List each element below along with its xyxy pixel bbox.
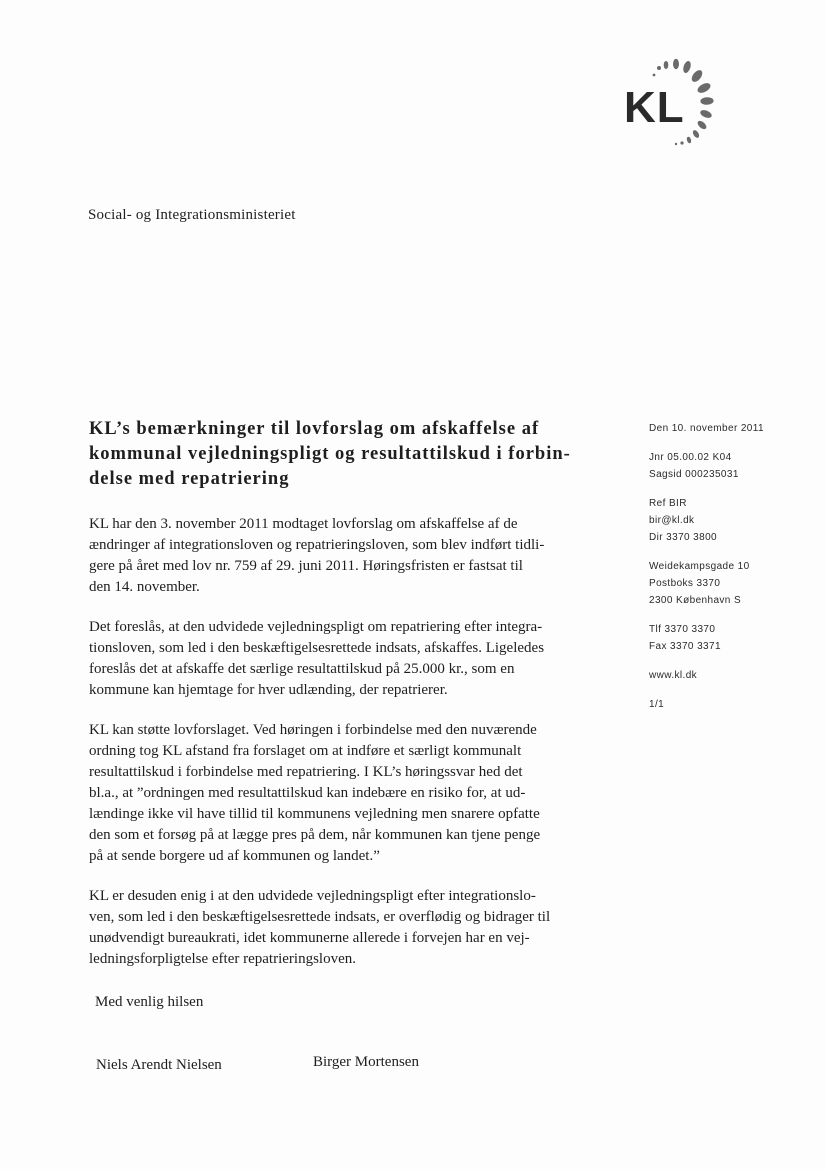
letter-body [89, 514, 609, 989]
website: www.kl.dk [649, 670, 698, 681]
text-line: ændringer af integrationsloven og repatrieringsloven, som blev indført tidli- [89, 537, 545, 553]
text-line: KL har den 3. november 2011 modtaget lovforslag om afskaffelse af de [89, 516, 518, 532]
title-line: KL’s bemærkninger til lovforslag om afskaffelse af [89, 419, 540, 439]
paragraph-2 [89, 617, 609, 701]
letter-title [89, 417, 589, 492]
text-line: ledningsforpligtelse efter repatrieringsloven. [89, 951, 356, 967]
text-line: ordning tog KL afstand fra forslaget om at indføre et særligt kommunalt [89, 743, 522, 759]
text-line: den 14. november. [89, 579, 200, 595]
text-line: kommune kan hjemtage for hver udlænding, der repatrierer. [89, 682, 448, 698]
email: bir@kl.dk [649, 515, 695, 526]
paragraph-4 [89, 886, 609, 970]
text-line: tionsloven, som led i den beskæftigelsesrettede indsats, afskaffes. Ligeledes [89, 640, 545, 656]
street-address: Weidekampsgade 10 [649, 561, 750, 572]
text-line: Det foreslås, at den udvidede vejledningspligt om repatriering efter integra- [89, 619, 543, 635]
direct-phone: Dir 3370 3800 [649, 532, 718, 543]
title-line: kommunal vejledningspligt og resultattilskud i forbin- [89, 444, 571, 464]
signature-right: Birger Mortensen [313, 1054, 419, 1070]
fax: Fax 3370 3371 [649, 641, 721, 652]
text-line: bl.a., at ”ordningen med resultattilskud kan indebære en risiko for, at ud- [89, 785, 526, 801]
phone: Tlf 3370 3370 [649, 624, 716, 635]
journal-number: Jnr 05.00.02 K04 [649, 452, 732, 463]
text-line: KL kan støtte lovforslaget. Ved høringen i forbindelse med den nuværende [89, 722, 537, 738]
sidebar-info [649, 420, 764, 713]
text-line: gere på året med lov nr. 759 af 29. juni 2011. Høringsfristen er fastsat til [89, 558, 523, 574]
text-line: ven, som led i den beskæftigelsesrettede indsats, er overflødig og bidrager til [89, 909, 551, 925]
text-line: unødvendigt bureaukrati, idet kommunerne allerede i forvejen har en vej- [89, 930, 530, 946]
kl-logo [618, 55, 730, 155]
postbox: Postboks 3370 [649, 578, 721, 589]
text-line: foreslås det at afskaffe det særlige resultattilskud på 25.000 kr., som en [89, 661, 515, 677]
paragraph-1 [89, 514, 609, 598]
closing: Med venlig hilsen [95, 994, 204, 1010]
paragraph-3 [89, 720, 609, 867]
page-number: 1/1 [649, 699, 665, 710]
city: 2300 København S [649, 595, 742, 606]
letter-date: Den 10. november 2011 [649, 423, 764, 434]
reference: Ref BIR [649, 498, 687, 509]
text-line: på at sende borgere ud af kommunen og landet.” [89, 848, 380, 864]
logo-text: KL [624, 83, 685, 132]
text-line: den som et forsøg på at lægge pres på dem, når kommunen kan tjene penge [89, 827, 541, 843]
recipient: Social- og Integrationsministeriet [88, 207, 296, 223]
case-id: Sagsid 000235031 [649, 469, 739, 480]
text-line: KL er desuden enig i at den udvidede vejledningspligt efter integrationslo- [89, 888, 536, 904]
title-line: delse med repatriering [89, 469, 290, 489]
text-line: resultattilskud i forbindelse med repatriering. I KL’s høringssvar hed det [89, 764, 523, 780]
text-line: lændinge ikke vil have tillid til kommunens vejledning men snarere opfatte [89, 806, 540, 822]
signature-left: Niels Arendt Nielsen [96, 1057, 222, 1073]
